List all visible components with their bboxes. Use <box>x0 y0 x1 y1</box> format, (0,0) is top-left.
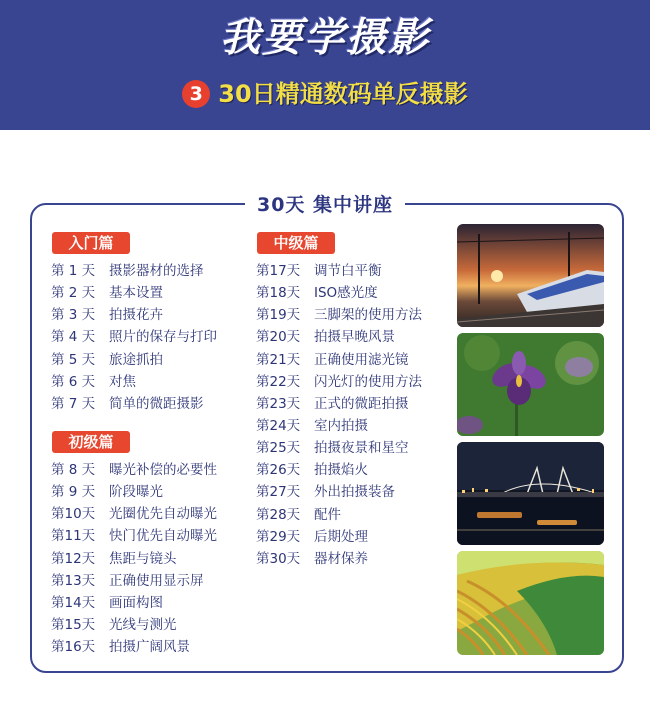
topic-label: 阶段曝光 <box>109 484 163 501</box>
topic-label: 简单的微距摄影 <box>109 395 204 412</box>
topic-label: 后期处理 <box>314 528 368 545</box>
list-item <box>51 525 217 547</box>
topic-label: 光圈优先自动曝光 <box>109 506 217 523</box>
list-item <box>256 326 422 348</box>
day-label: 第21天 <box>256 351 301 368</box>
list-item <box>51 260 217 282</box>
day-label: 第11天 <box>51 528 96 545</box>
day-label: 第 4 天 <box>51 329 96 346</box>
flower-field-photo <box>457 551 604 655</box>
day-label: 第 1 天 <box>51 263 96 279</box>
day-label: 第29天 <box>256 528 301 545</box>
volume-number-badge: 3 <box>182 80 210 108</box>
list-item <box>51 592 217 614</box>
list-item <box>51 371 217 393</box>
night-bridge-photo <box>457 442 604 545</box>
section-list-elementary <box>51 459 217 658</box>
topic-label: 曝光补偿的必要性 <box>109 462 217 478</box>
section-tag-intermediate: 中级篇 <box>257 232 335 254</box>
day-label: 第20天 <box>256 329 301 346</box>
day-label: 第13天 <box>51 572 96 589</box>
course-title-text: 30天 集中讲座 <box>245 194 405 216</box>
book-subtitle <box>0 74 650 109</box>
topic-label: ISO感光度 <box>314 285 378 302</box>
list-item <box>256 415 422 437</box>
section-tag-beginner: 入门篇 <box>52 232 130 254</box>
day-label: 第10天 <box>51 506 96 523</box>
train-sunset-photo <box>457 224 604 327</box>
day-label: 第27天 <box>256 484 301 501</box>
list-item <box>256 393 422 415</box>
list-item <box>51 349 217 371</box>
list-item <box>256 260 422 282</box>
list-item <box>51 304 217 326</box>
topic-label: 拍摄夜景和星空 <box>314 440 409 457</box>
topic-label: 闪光灯的使用方法 <box>314 373 422 390</box>
topic-label: 摄影器材的选择 <box>109 263 204 279</box>
day-label: 第30天 <box>256 550 301 567</box>
topic-label: 拍摄花卉 <box>109 307 163 324</box>
list-item <box>51 503 217 525</box>
day-label: 第22天 <box>256 373 301 390</box>
day-label: 第 2 天 <box>51 285 96 302</box>
topic-label: 正式的微距拍摄 <box>314 395 409 412</box>
topic-label: 室内拍摄 <box>314 417 368 434</box>
day-label: 第 9 天 <box>51 484 96 501</box>
list-item <box>256 349 422 371</box>
day-label: 第18天 <box>256 285 301 302</box>
topic-label: 拍摄焰火 <box>314 462 368 479</box>
topic-label: 对焦 <box>109 373 136 390</box>
topic-label: 配件 <box>314 506 341 523</box>
list-item <box>256 282 422 304</box>
list-item <box>256 526 422 548</box>
day-label: 第17天 <box>256 263 301 279</box>
day-label: 第14天 <box>51 594 96 611</box>
day-label: 第28天 <box>256 506 301 523</box>
list-item <box>51 459 217 481</box>
topic-label: 外出拍摄装备 <box>314 484 395 501</box>
topic-label: 正确使用滤光镜 <box>314 351 409 368</box>
day-label: 第 3 天 <box>51 307 96 324</box>
day-label: 第23天 <box>256 395 301 412</box>
course-title <box>0 190 650 217</box>
subtitle-text: 30日精通数码单反摄影 <box>218 80 468 108</box>
topic-label: 三脚架的使用方法 <box>314 307 422 324</box>
list-item <box>256 371 422 393</box>
list-item <box>256 548 422 570</box>
topic-label: 画面构图 <box>109 594 163 611</box>
list-item <box>51 636 217 658</box>
topic-label: 光线与测光 <box>109 616 177 633</box>
section-list-intermediate <box>256 260 422 570</box>
list-item <box>51 570 217 592</box>
iris-flower-photo <box>457 333 604 436</box>
book-title: 我要学摄影 <box>220 15 430 61</box>
day-label: 第16天 <box>51 639 96 656</box>
day-label: 第26天 <box>256 462 301 479</box>
day-label: 第12天 <box>51 550 96 567</box>
list-item <box>51 481 217 503</box>
day-label: 第24天 <box>256 417 301 434</box>
topic-label: 焦距与镜头 <box>109 550 177 567</box>
list-item <box>51 326 217 348</box>
day-label: 第19天 <box>256 307 301 324</box>
list-item <box>51 393 217 415</box>
topic-label: 基本设置 <box>109 285 163 302</box>
topic-label: 拍摄广阔风景 <box>109 639 190 656</box>
section-tag-elementary: 初级篇 <box>52 431 130 453</box>
topic-label: 拍摄早晚风景 <box>314 329 395 346</box>
day-label: 第15天 <box>51 616 96 633</box>
day-label: 第 5 天 <box>51 351 96 368</box>
list-item <box>256 504 422 526</box>
list-item <box>256 437 422 459</box>
list-item <box>51 614 217 636</box>
topic-label: 正确使用显示屏 <box>109 572 204 589</box>
section-list-beginner <box>51 260 217 415</box>
list-item <box>256 459 422 481</box>
list-item <box>51 282 217 304</box>
topic-label: 调节白平衡 <box>314 263 382 279</box>
topic-label: 器材保养 <box>314 550 368 567</box>
list-item <box>256 481 422 503</box>
day-label: 第 8 天 <box>51 462 96 478</box>
header-banner <box>0 0 650 130</box>
list-item <box>51 548 217 570</box>
topic-label: 旅途抓拍 <box>109 351 163 368</box>
day-label: 第 6 天 <box>51 373 96 390</box>
list-item <box>256 304 422 326</box>
topic-label: 照片的保存与打印 <box>109 329 217 346</box>
topic-label: 快门优先自动曝光 <box>109 528 217 545</box>
day-label: 第25天 <box>256 440 301 457</box>
day-label: 第 7 天 <box>51 395 96 412</box>
